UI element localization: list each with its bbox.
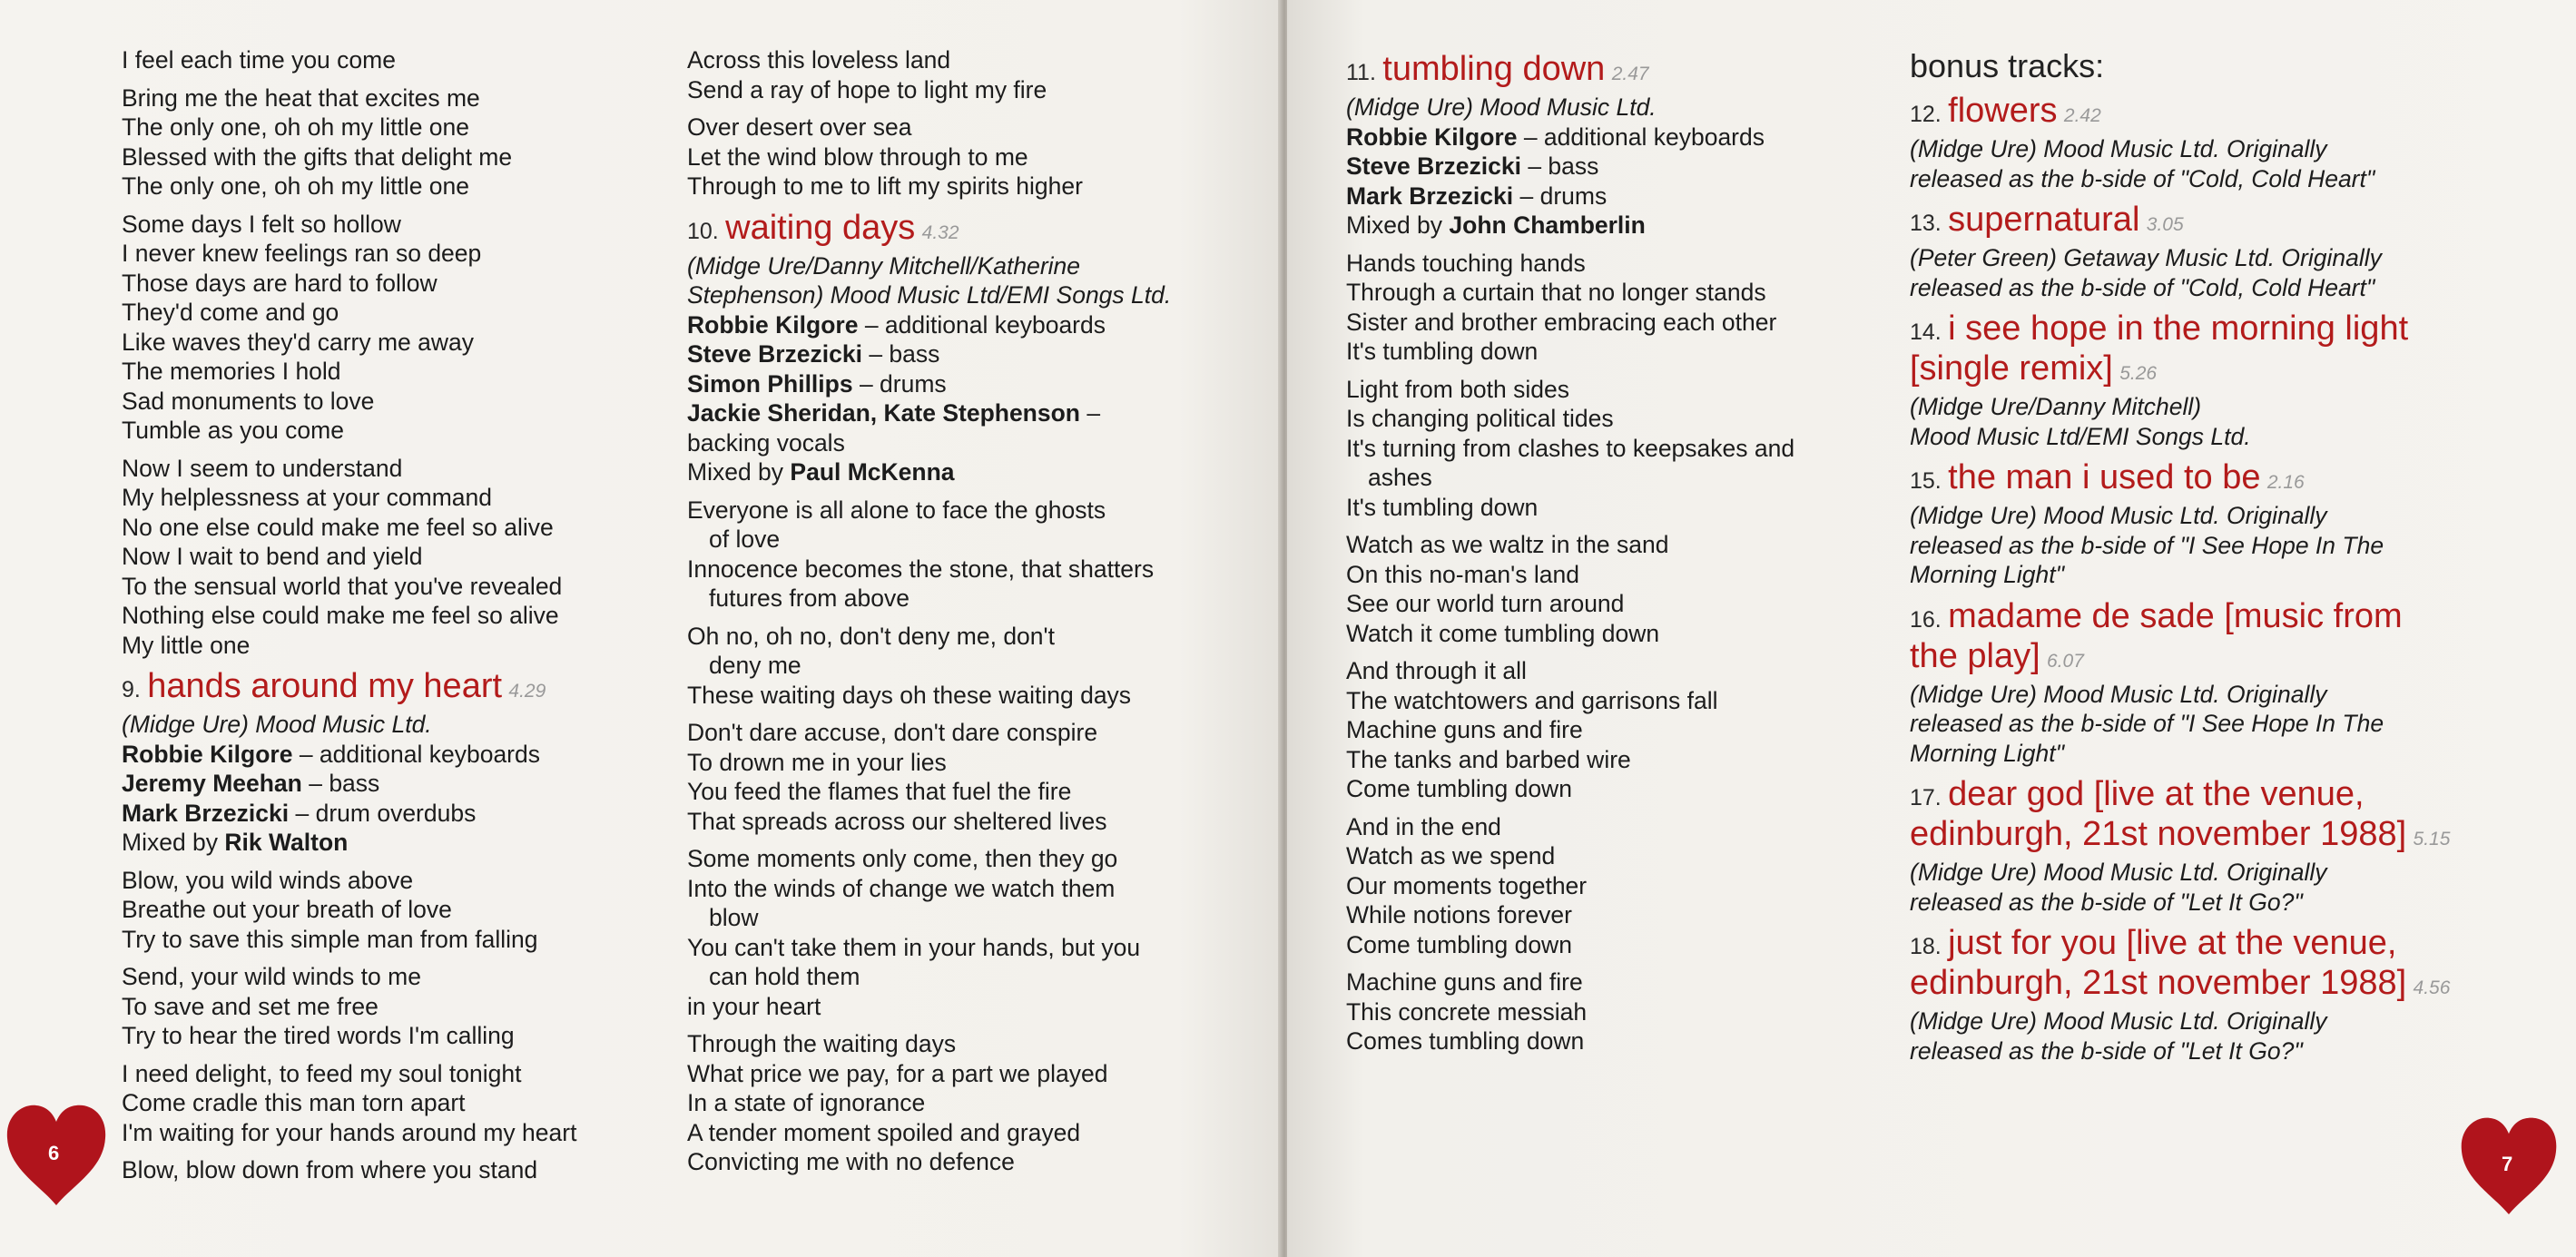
publisher-line: (Midge Ure) Mood Music Ltd. (1346, 93, 1657, 121)
credit-name: Steve Brzezicki (1346, 152, 1521, 180)
track-duration: 2.16 (2266, 472, 2305, 493)
mixed-name: Rik Walton (224, 829, 349, 856)
lyric-line: I never knew feelings ran so deep (122, 240, 482, 267)
lyric-line: of love (709, 525, 781, 553)
track-notes (1910, 243, 2454, 302)
credits-block (1346, 123, 1854, 241)
lyric-stanza (122, 83, 657, 201)
credit-role: – bass (301, 770, 380, 797)
lyric-stanza (122, 454, 657, 661)
lyric-line: deny me (709, 652, 801, 679)
lyric-line: Let the wind blow through to me (687, 142, 1028, 171)
track-heading (1910, 93, 2454, 134)
track-number: 9. (122, 677, 141, 702)
lyric-line: Blow, you wild winds above (122, 866, 414, 894)
lyric-line: Bring me the heat that excites me (122, 83, 480, 112)
lyric-stanza (122, 1059, 657, 1148)
track-duration: 2.47 (1611, 64, 1649, 84)
page-number: 7 (2502, 1153, 2513, 1175)
lyric-line: Sad monuments to love (122, 387, 375, 415)
track-duration: 4.56 (2413, 977, 2451, 998)
lyric-line: Oh no, oh no, don't deny me, don't (687, 622, 1055, 650)
lyric-line: Over desert over sea (687, 113, 912, 141)
lyric-line: What price we pay, for a part we played (687, 1059, 1108, 1087)
lyric-stanza (687, 496, 1232, 614)
lyric-line: Come cradle this man torn apart (122, 1089, 466, 1116)
lyric-line: A tender moment spoiled and grayed (687, 1118, 1081, 1146)
lyric-line: That spreads across our sheltered lives (687, 807, 1107, 835)
track-title: i see hope in the morning light [single remix] (1910, 309, 2409, 388)
lyric-line: Is changing political tides (1346, 405, 1614, 432)
lyric-line: It's turning from clashes to keepsakes and (1346, 434, 1795, 462)
lyric-stanza (687, 113, 1232, 201)
track-note-line: (Midge Ure/Danny Mitchell) (1910, 393, 2202, 420)
lyric-line: Watch it come tumbling down (1346, 619, 1660, 647)
credit-line (687, 310, 1232, 340)
lyric-line: Try to save this simple man from falling (122, 925, 538, 953)
credit-name: Jackie Sheridan, Kate Stephenson (687, 399, 1080, 427)
track-duration: 4.32 (921, 221, 959, 243)
lyric-stanza (1346, 249, 1854, 367)
lyric-line: Send, your wild winds to me (122, 963, 421, 990)
lyric-line: Through a curtain that no longer stands (1346, 279, 1766, 306)
lyric-line: blow (709, 904, 759, 931)
lyric-line: Tumble as you come (122, 417, 344, 444)
lyric-stanza (687, 1029, 1232, 1177)
credit-name: Robbie Kilgore (122, 740, 293, 768)
track-notes (1910, 680, 2454, 769)
track-heading (1910, 201, 2454, 243)
track-note-line: released as the b-side of "Cold, Cold Heart" (1910, 273, 2375, 301)
lyric-line: The tanks and barbed wire (1346, 745, 1631, 773)
lyrics-column-3 (1346, 45, 1854, 1065)
lyric-line: I need delight, to feed my soul tonight (122, 1059, 522, 1087)
track-note-line: (Midge Ure) Mood Music Ltd. Originally (1910, 859, 2327, 886)
lyric-line: Now I seem to understand (122, 454, 403, 482)
track-note-line: released as the b-side of "Cold, Cold Heart" (1910, 164, 2375, 192)
lyric-line: To drown me in your lies (687, 748, 947, 776)
track-notes (1910, 501, 2454, 590)
lyric-line: Nothing else could make me feel so alive (122, 602, 559, 629)
track-number: 10. (687, 218, 719, 244)
lyric-line: The only one, oh oh my little one (122, 172, 470, 200)
track-number: 13. (1910, 211, 1942, 236)
lyric-line: While notions forever (1346, 901, 1572, 928)
track-title: hands around my heart (147, 667, 503, 705)
credit-name: Mark Brzezicki (122, 799, 290, 827)
track-note-line: released as the b-side of "Let It Go?" (1910, 888, 2303, 916)
track-title: the man i used to be (1948, 458, 2261, 496)
lyric-line: Like waves they'd carry me away (122, 328, 474, 356)
lyric-line: And in the end (1346, 812, 1501, 840)
track-number: 16. (1910, 606, 1942, 633)
credit-line (122, 769, 657, 799)
publisher-line: (Midge Ure/Danny Mitchell/Katherine (687, 251, 1081, 280)
lyric-line: Send a ray of hope to light my fire (687, 75, 1047, 103)
track-note-line: released as the b-side of "Let It Go?" (1910, 1036, 2303, 1065)
credit-line (122, 740, 657, 770)
credit-line (687, 398, 1232, 428)
lyric-line: On this no-man's land (1346, 560, 1579, 588)
lyric-stanza (122, 45, 657, 75)
track-title: waiting days (725, 208, 916, 247)
lyric-line: Hands touching hands (1346, 249, 1586, 277)
lyric-line: The memories I hold (122, 358, 341, 385)
mixed-label: Mixed by (122, 829, 225, 856)
track-note-line: (Midge Ure) Mood Music Ltd. Originally (1910, 135, 2327, 162)
lyric-stanza (122, 866, 657, 955)
lyric-line: The only one, oh oh my little one (122, 113, 470, 141)
credit-line (1346, 152, 1854, 182)
track-note-line: (Midge Ure) Mood Music Ltd. Originally (1910, 502, 2327, 529)
publisher-line: Stephenson) Mood Music Ltd/EMI Songs Ltd. (687, 281, 1172, 309)
lyric-line: My helplessness at your command (122, 484, 492, 511)
lyric-stanza (122, 210, 657, 446)
credit-role: – additional keyboards (1517, 123, 1765, 151)
lyric-line: Convicting me with no defence (687, 1148, 1015, 1175)
credit-name: Simon Phillips (687, 369, 853, 398)
credits-block (122, 740, 657, 858)
track-note-line: (Peter Green) Getaway Music Ltd. Originally (1910, 244, 2382, 271)
track-duration: 5.26 (2119, 363, 2158, 384)
credit-role: – (1079, 399, 1101, 427)
lyric-line: ashes (1368, 464, 1432, 491)
mixed-name: Paul McKenna (790, 458, 955, 486)
lyric-line: I'm waiting for your hands around my heart (122, 1118, 577, 1146)
track-number: 17. (1910, 785, 1942, 810)
lyric-line: Comes tumbling down (1346, 1027, 1585, 1055)
lyric-stanza (1346, 530, 1854, 648)
lyric-line: Watch as we waltz in the sand (1346, 531, 1669, 558)
credits-block (687, 310, 1232, 487)
bonus-tracks-column (1910, 45, 2454, 1074)
track-heading (1910, 459, 2454, 501)
credit-line (687, 369, 1232, 399)
lyric-line: Through to me to lift my spirits higher (687, 172, 1083, 200)
lyric-line: Everyone is all alone to face the ghosts (687, 496, 1106, 524)
track-title: supernatural (1948, 201, 2140, 239)
track-notes (1910, 392, 2454, 451)
lyric-line: You can't take them in your hands, but you (687, 933, 1141, 961)
track-heading (1910, 310, 2454, 392)
lyric-stanza (687, 622, 1232, 711)
credit-line (122, 799, 657, 829)
bonus-tracks-heading: bonus tracks: (1910, 47, 2105, 84)
track-heading (122, 668, 657, 710)
track-heading (1910, 598, 2454, 680)
track-note-line: Morning Light" (1910, 739, 2064, 767)
lyric-line: Light from both sides (1346, 375, 1569, 403)
lyric-line: No one else could make me feel so alive (122, 513, 554, 541)
lyric-line: Breathe out your breath of love (122, 896, 452, 923)
lyric-line: Across this loveless land (687, 46, 951, 74)
track-notes (1910, 134, 2454, 193)
lyric-line: In a state of ignorance (687, 1089, 926, 1116)
lyrics-column-2 (687, 45, 1232, 1185)
lyric-stanza (687, 718, 1232, 836)
lyric-line: Sister and brother embracing each other (1346, 308, 1777, 336)
lyric-line: Some moments only come, then they go (687, 845, 1118, 872)
credit-role: – drums (1513, 182, 1608, 210)
lyric-line: Our moments together (1346, 871, 1588, 899)
track-notes (1910, 1007, 2454, 1066)
credit-line (1346, 123, 1854, 152)
lyric-line: Some days I felt so hollow (122, 210, 401, 238)
lyric-line: See our world turn around (1346, 590, 1625, 617)
credit-name: Jeremy Meehan (122, 770, 302, 797)
lyric-stanza (122, 1155, 657, 1185)
credit-role: – drum overdubs (289, 799, 477, 827)
track-duration: 4.29 (508, 681, 546, 702)
publisher-line: (Midge Ure) Mood Music Ltd. (122, 711, 432, 738)
lyric-line: can hold them (709, 963, 860, 990)
track-heading (1346, 51, 1854, 93)
track-note-line: (Midge Ure) Mood Music Ltd. Originally (1910, 1007, 2327, 1035)
credit-name: Steve Brzezicki (687, 340, 862, 368)
lyric-line: in your heart (687, 992, 821, 1020)
lyric-stanza (1346, 967, 1854, 1056)
lyric-stanza (122, 962, 657, 1051)
lyric-line: My little one (122, 631, 251, 659)
mixed-by-line (122, 828, 657, 858)
lyric-stanza (687, 844, 1232, 1021)
lyric-line: futures from above (709, 584, 909, 612)
lyric-line: Those days are hard to follow (122, 269, 438, 297)
lyric-stanza (1346, 656, 1854, 804)
track-number: 14. (1910, 319, 1942, 345)
lyric-line: They'd come and go (122, 299, 339, 326)
credit-line: backing vocals (687, 428, 845, 457)
mixed-name: John Chamberlin (1449, 211, 1646, 239)
lyric-line: I feel each time you come (122, 46, 396, 74)
lyric-line: Come tumbling down (1346, 775, 1572, 802)
left-page (0, 0, 1282, 1257)
lyric-line: Come tumbling down (1346, 930, 1572, 958)
lyric-line: To the sensual world that you've revealed (122, 572, 563, 600)
lyric-line: Blessed with the gifts that delight me (122, 142, 513, 171)
lyric-line: Machine guns and fire (1346, 716, 1583, 743)
mixed-by-line (687, 457, 1232, 487)
lyric-line: Don't dare accuse, don't dare conspire (687, 719, 1098, 746)
lyric-stanza (1346, 375, 1854, 523)
lyric-line: Into the winds of change we watch them (687, 874, 1116, 902)
mixed-label: Mixed by (687, 458, 791, 486)
lyric-line: Try to hear the tired words I'm calling (122, 1022, 515, 1049)
lyric-line: It's tumbling down (1346, 493, 1539, 521)
credit-role: – bass (861, 340, 940, 368)
credit-name: Mark Brzezicki (1346, 182, 1514, 210)
credit-line (1346, 182, 1854, 211)
credit-line (687, 339, 1232, 369)
lyric-line: You feed the flames that fuel the fire (687, 778, 1072, 805)
credit-role: – additional keyboards (292, 740, 540, 768)
lyric-line: It's tumbling down (1346, 338, 1539, 365)
track-duration: 2.42 (2063, 105, 2101, 126)
track-number: 11. (1346, 60, 1376, 85)
credit-name: Robbie Kilgore (687, 310, 859, 339)
lyric-line: These waiting days oh these waiting days (687, 681, 1132, 709)
lyric-line: This concrete messiah (1346, 997, 1588, 1026)
lyric-line: To save and set me free (122, 992, 379, 1020)
mixed-label: Mixed by (1346, 211, 1450, 239)
track-title: dear god [live at the venue, edinburgh, 21st november 1988] (1910, 775, 2407, 853)
track-duration: 6.07 (2047, 650, 2084, 672)
lyrics-column-1 (122, 45, 657, 1193)
track-number: 12. (1910, 102, 1942, 127)
track-note-line: (Midge Ure) Mood Music Ltd. Originally (1910, 680, 2327, 708)
lyric-line: Watch as we spend (1346, 842, 1556, 869)
track-notes (1910, 858, 2454, 917)
credit-role: – drums (852, 369, 947, 398)
lyric-line: Through the waiting days (687, 1030, 957, 1057)
track-title: tumbling down (1382, 50, 1606, 88)
track-title: just for you [live at the venue, edinburgh, 21st november 1988] (1910, 924, 2407, 1002)
credit-role: – additional keyboards (858, 310, 1106, 339)
lyric-stanza (687, 45, 1232, 104)
track-title: madame de sade [music from the play] (1910, 596, 2403, 675)
track-note-line: Mood Music Ltd/EMI Songs Ltd. (1910, 422, 2251, 450)
track-number: 18. (1910, 934, 1942, 959)
track-duration: 3.05 (2146, 214, 2184, 235)
lyric-line: Blow, blow down from where you stand (122, 1156, 538, 1183)
track-note-line: Morning Light" (1910, 561, 2064, 588)
lyric-line: Now I wait to bend and yield (122, 543, 423, 570)
page-number: 6 (48, 1142, 60, 1164)
lyric-line: And through it all (1346, 657, 1527, 684)
lyric-line: Innocence becomes the stone, that shatters (687, 555, 1155, 583)
credit-role: – bass (1520, 152, 1599, 180)
lyric-line: The watchtowers and garrisons fall (1346, 686, 1718, 714)
mixed-by-line (1346, 211, 1854, 241)
track-number: 15. (1910, 468, 1942, 494)
credit-name: Robbie Kilgore (1346, 123, 1518, 151)
lyric-line: Machine guns and fire (1346, 968, 1583, 996)
lyric-stanza (1346, 812, 1854, 960)
track-note-line: released as the b-side of "I See Hope In The (1910, 531, 2384, 559)
track-heading (1910, 925, 2454, 1007)
track-note-line: released as the b-side of "I See Hope In The (1910, 710, 2384, 737)
track-heading (687, 210, 1232, 251)
track-title: flowers (1948, 92, 2058, 130)
track-heading (1910, 776, 2454, 858)
track-duration: 5.15 (2413, 829, 2451, 849)
